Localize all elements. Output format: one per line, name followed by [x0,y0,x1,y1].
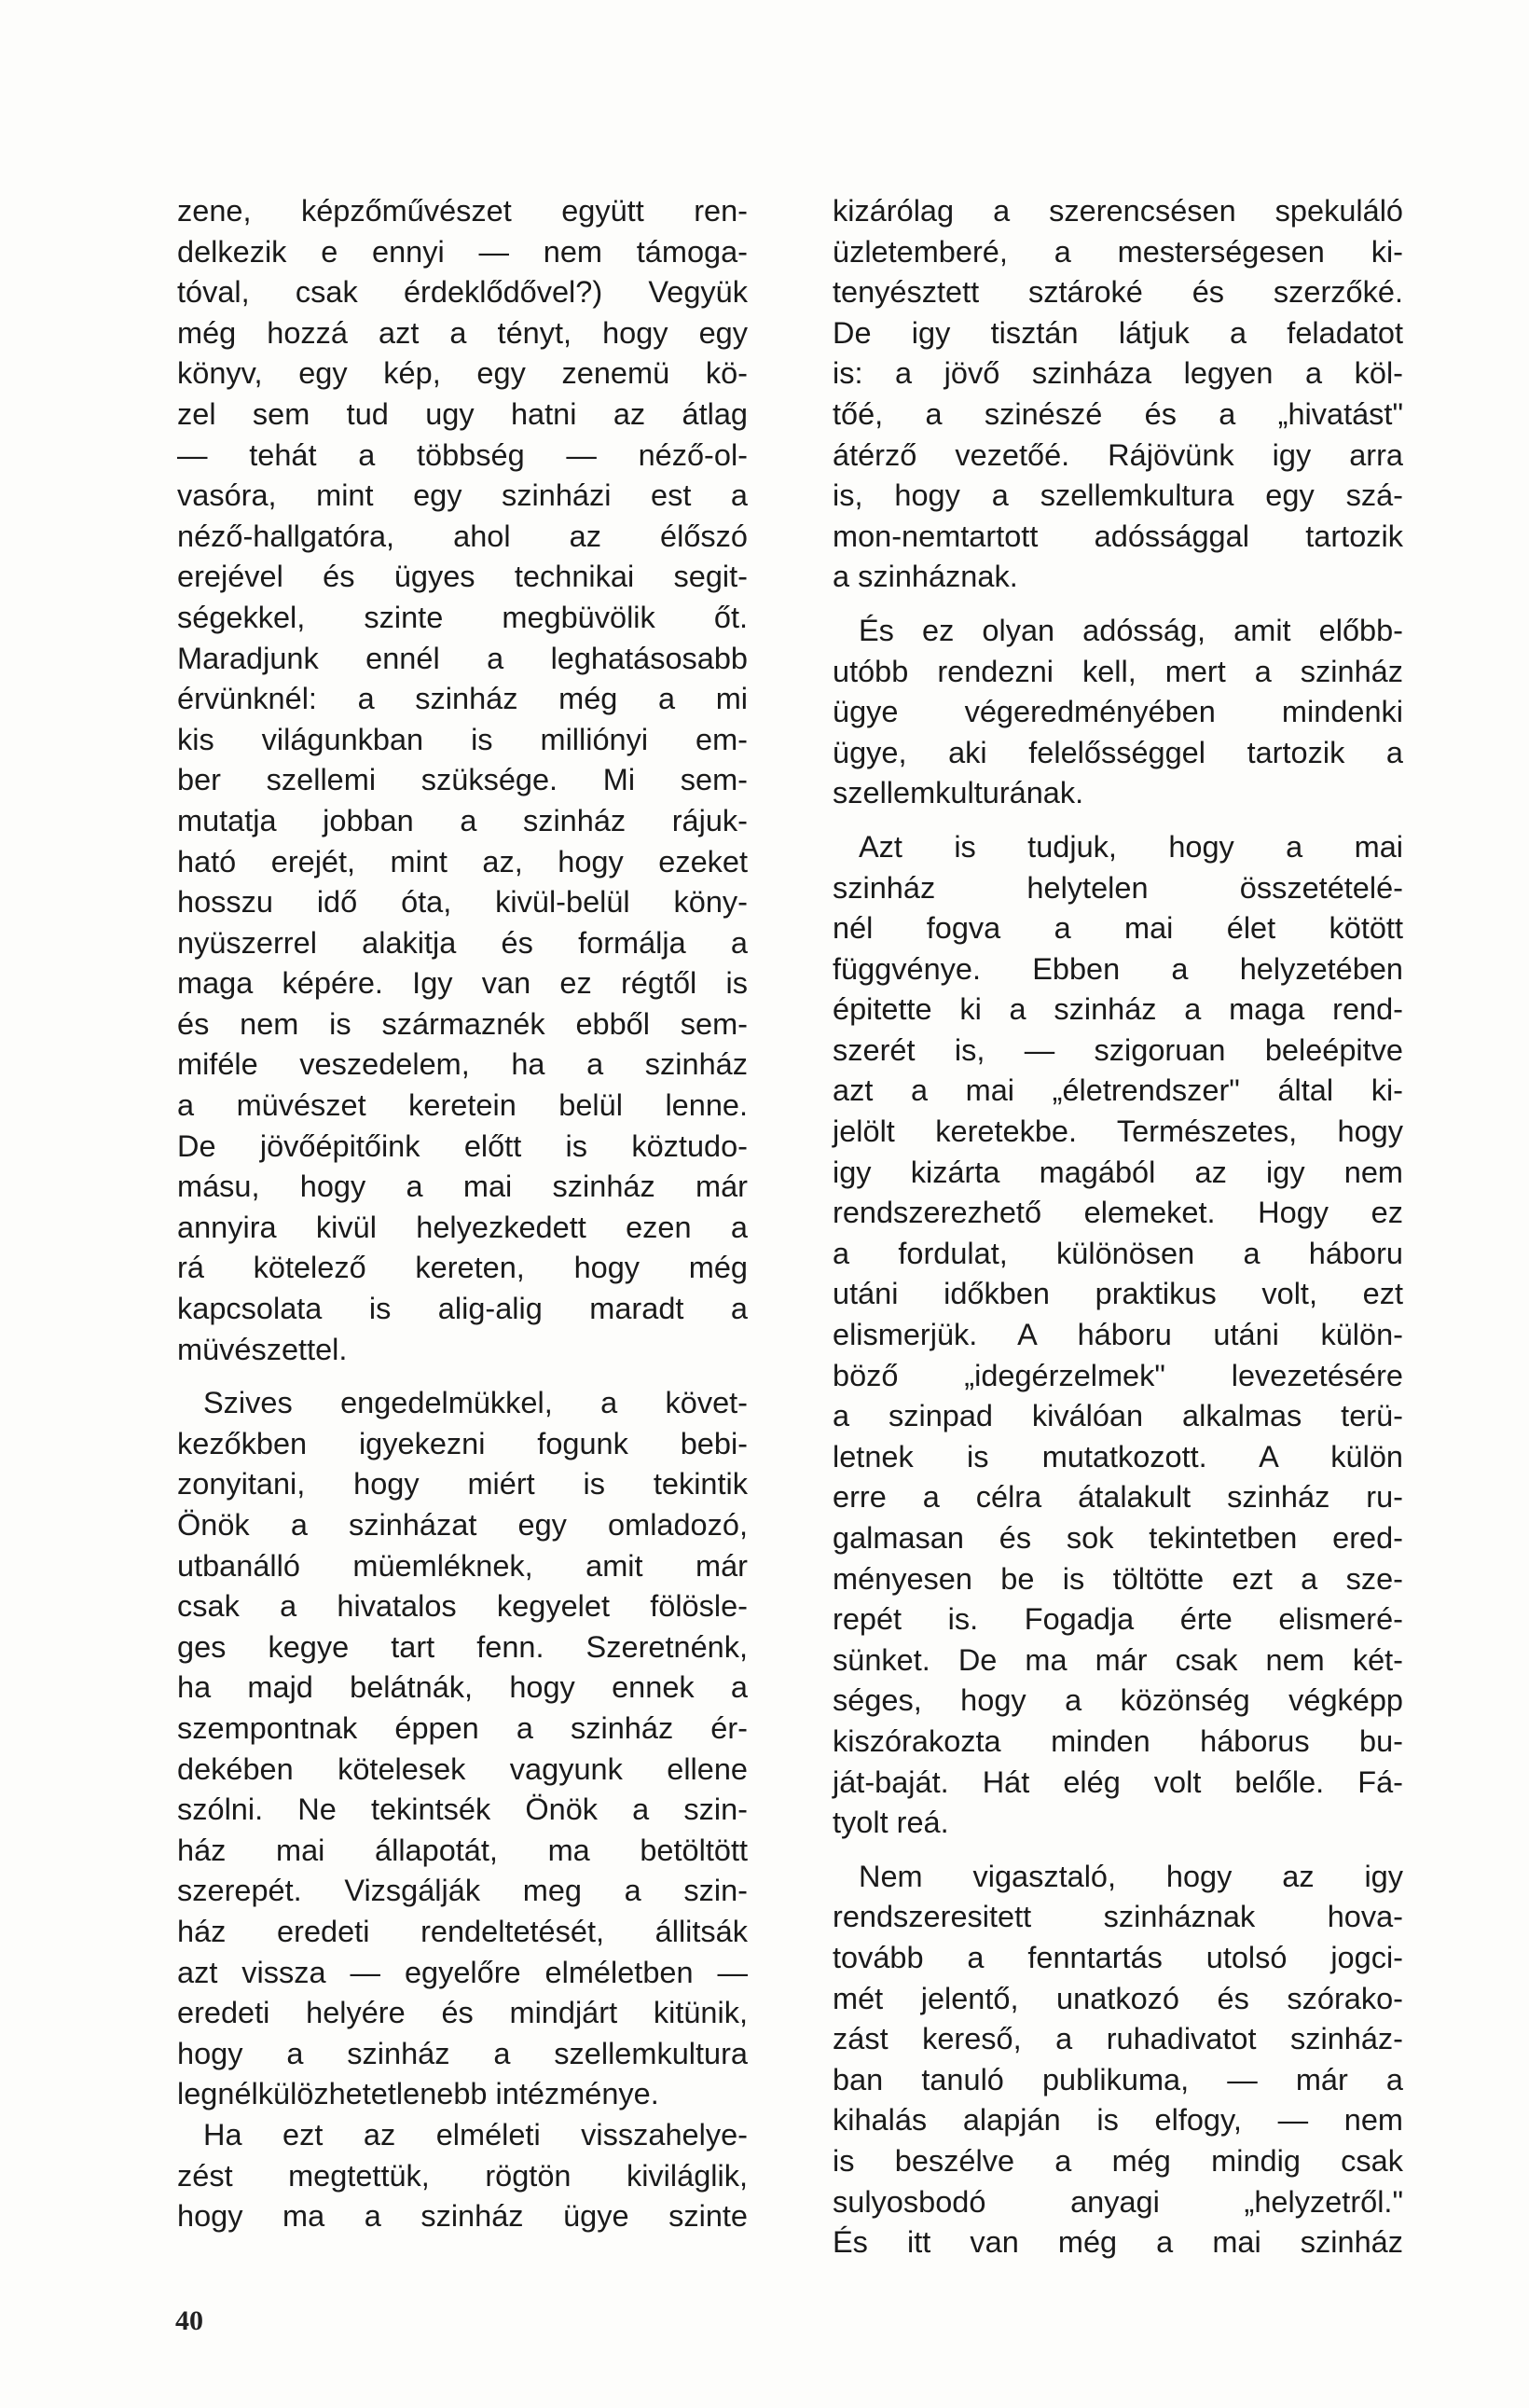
text-line: ügye, aki felelősséggel tartozik a [833,735,1403,769]
text-line: ményesen be is töltötte ezt a sze- [833,1561,1403,1596]
text-line: müvészettel. [177,1332,348,1366]
text-line: tyolt reá. [833,1806,949,1840]
text-line: tóval, csak érdeklődővel?) Vegyük [177,275,748,310]
text-line: érvünknél: a szinház még a mi [177,682,748,716]
paragraph [833,611,1403,814]
text-line: azt vissza — egyelőre elméletben — [177,1955,748,1989]
text-line: De igy tisztán látjuk a feladatot [833,315,1403,350]
text-line: hogy ma a szinház ügye szinte [177,2199,748,2234]
text-line: ható erejét, mint az, hogy ezeket [177,844,748,879]
text-line: szinház helytelen összetételé- [833,870,1403,905]
text-line: sulyosbodó anyagi „helyzetről." [833,2184,1403,2219]
text-line: És ez olyan adósság, amit előbb- [859,613,1403,647]
text-line: is beszélve a még mindig csak [833,2143,1403,2178]
text-line: rá kötelező kereten, hogy még [177,1251,748,1285]
text-line: szerepét. Vizsgálják meg a szin- [177,1874,748,1908]
text-line: kezőkben igyekezni fogunk bebi- [177,1426,748,1460]
text-line: Azt is tudjuk, hogy a mai [859,829,1403,864]
text-line: nyüszerrel alakitja és formálja a [177,925,748,960]
text-line: zel sem tud ugy hatni az átlag [177,396,748,431]
text-line: hogy a szinház a szellemkultura [177,2036,748,2070]
text-line: Önök a szinházat egy omladozó, [177,1508,748,1542]
text-line: szerét is, — szigoruan beleépitve [833,1032,1403,1067]
text-line: könyv, egy kép, egy zenemü kö- [177,356,748,391]
text-line: vasóra, mint egy szinházi est a [177,478,748,513]
text-line: ha majd belátnák, hogy ennek a [177,1670,748,1705]
left-column [177,191,748,2237]
text-line: Ha ezt az elméleti visszahelye- [203,2117,748,2152]
text-line: erejével és ügyes technikai segit- [177,560,748,594]
paragraph [833,191,1403,598]
text-line: szólni. Ne tekintsék Önök a szin- [177,1792,748,1827]
text-line: mét jelentő, unatkozó és szórako- [833,1981,1403,2015]
text-line: És itt van még a mai szinház [833,2225,1403,2260]
text-line: kapcsolata is alig-alig maradt a [177,1292,748,1326]
text-line: utbanálló müemléknek, amit már [177,1548,748,1583]
text-line: séges, hogy a közönség végképp [833,1683,1403,1718]
text-line: csak a hivatalos kegyelet fölösle- [177,1589,748,1624]
text-line: épitette ki a szinház a maga rend- [833,992,1403,1027]
text-line: ház eredeti rendeltetését, állitsák [177,1914,748,1948]
text-line: Maradjunk ennél a leghatásosabb [177,641,748,675]
text-line: függvénye. Ebben a helyzetében [833,951,1403,986]
text-line: szellemkulturának. [833,776,1084,810]
text-line: a fordulat, különösen a háboru [833,1236,1403,1270]
text-line: másu, hogy a mai szinház már [177,1169,748,1204]
text-line: kizárólag a szerencsésen spekuláló [833,194,1403,228]
text-line: tovább a fenntartás utolsó jogci- [833,1940,1403,1974]
paragraph-gap [177,1370,748,1383]
text-line: a müvészet keretein belül lenne. [177,1088,748,1123]
text-line: és nem is származnék ebből sem- [177,1006,748,1041]
text-line: nél fogva a mai élet kötött [833,911,1403,946]
text-line: igy kizárta magából az igy nem [833,1155,1403,1189]
text-line: üzletemberé, a mesterségesen ki- [833,234,1403,269]
text-line: szempontnak éppen a szinház ér- [177,1710,748,1745]
text-line: ban tanuló publikuma, — már a [833,2062,1403,2097]
text-line: kiszórakozta minden háborus bu- [833,1723,1403,1758]
text-line: annyira kivül helyezkedett ezen a [177,1210,748,1244]
text-line: ügye végeredményében mindenki [833,695,1403,729]
right-column [833,191,1403,2263]
text-line: mon-nemtartott adóssággal tartozik [833,519,1403,553]
page-number: 40 [175,2305,203,2336]
text-line: utóbb rendezni kell, mert a szinház [833,654,1403,688]
text-line: ház mai állapotát, ma betöltött [177,1833,748,1867]
text-line: hosszu idő óta, kivül-belül köny- [177,885,748,920]
text-line: repét is. Fogadja érte elismeré- [833,1602,1403,1637]
text-line: rendszeresitett szinháznak hova- [833,1900,1403,1934]
text-line: még hozzá azt a tényt, hogy egy [177,315,748,350]
text-line: dekében kötelesek vagyunk ellene [177,1751,748,1786]
paragraph [177,1383,748,2115]
text-line: eredeti helyére és mindjárt kitünik, [177,1996,748,2030]
text-line: Szives engedelmükkel, a követ- [203,1386,748,1420]
text-line: zene, képzőművészet együtt ren- [177,194,748,228]
paragraph [177,2115,748,2237]
text-line: tőé, a szinészé és a „hivatást" [833,396,1403,431]
text-line: elismerjük. A háboru utáni külön- [833,1318,1403,1352]
text-line: letnek is mutatkozott. A külön [833,1439,1403,1474]
text-line: ges kegye tart fenn. Szeretnénk, [177,1629,748,1664]
paragraph-gap [833,814,1403,827]
text-line: is: a jövő szinháza legyen a köl- [833,356,1403,391]
text-line: néző-hallgatóra, ahol az élőszó [177,519,748,553]
text-line: átérző vezetőé. Rájövünk igy arra [833,437,1403,472]
paragraph-gap [833,1844,1403,1857]
text-line: sünket. De ma már csak nem két- [833,1642,1403,1677]
text-line: azt a mai „életrendszer" által ki- [833,1073,1403,1108]
text-line: delkezik e ennyi — nem támoga- [177,234,748,269]
text-line: galmasan és sok tekintetben ered- [833,1521,1403,1555]
text-line: tenyésztett sztároké és szerzőké. [833,275,1403,310]
text-line: jelölt keretekbe. Természetes, hogy [833,1114,1403,1149]
text-line: zést megtettük, rögtön kiviláglik, [177,2158,748,2193]
text-line: is, hogy a szellemkultura egy szá- [833,478,1403,513]
text-line: ját-baját. Hát elég volt belőle. Fá- [833,1764,1403,1799]
text-line: utáni időkben praktikus volt, ezt [833,1277,1403,1311]
text-line: legnélkülözhetetlenebb intézménye. [177,2077,659,2111]
text-line: ségekkel, szinte megbüvölik őt. [177,600,748,634]
text-line: zonyitani, hogy miért is tekintik [177,1467,748,1502]
text-line: maga képére. Igy van ez régtől is [177,966,748,1001]
text-line: Nem vigasztaló, hogy az igy [859,1859,1403,1893]
text-line: böző „idegérzelmek" levezetésére [833,1358,1403,1392]
paragraph [833,1857,1403,2263]
paragraph [177,191,748,1370]
text-line: kihalás alapján is elfogy, — nem [833,2103,1403,2138]
text-line: kis világunkban is milliónyi em- [177,722,748,756]
text-line: zást kereső, a ruhadivatot szinház- [833,2022,1403,2056]
text-line: ber szellemi szüksége. Mi sem- [177,763,748,797]
text-line: mutatja jobban a szinház rájuk- [177,803,748,837]
text-line: a szinpad kiválóan alkalmas terü- [833,1399,1403,1433]
paragraph-gap [833,598,1403,611]
paragraph [833,827,1403,1844]
text-line: a szinháznak. [833,560,1018,594]
text-line: — tehát a többség — néző-ol- [177,437,748,472]
text-line: miféle veszedelem, ha a szinház [177,1047,748,1082]
text-line: rendszerezhető elemeket. Hogy ez [833,1196,1403,1230]
text-line: erre a célra átalakult szinház ru- [833,1480,1403,1515]
text-line: De jövőépitőink előtt is köztudo- [177,1128,748,1163]
